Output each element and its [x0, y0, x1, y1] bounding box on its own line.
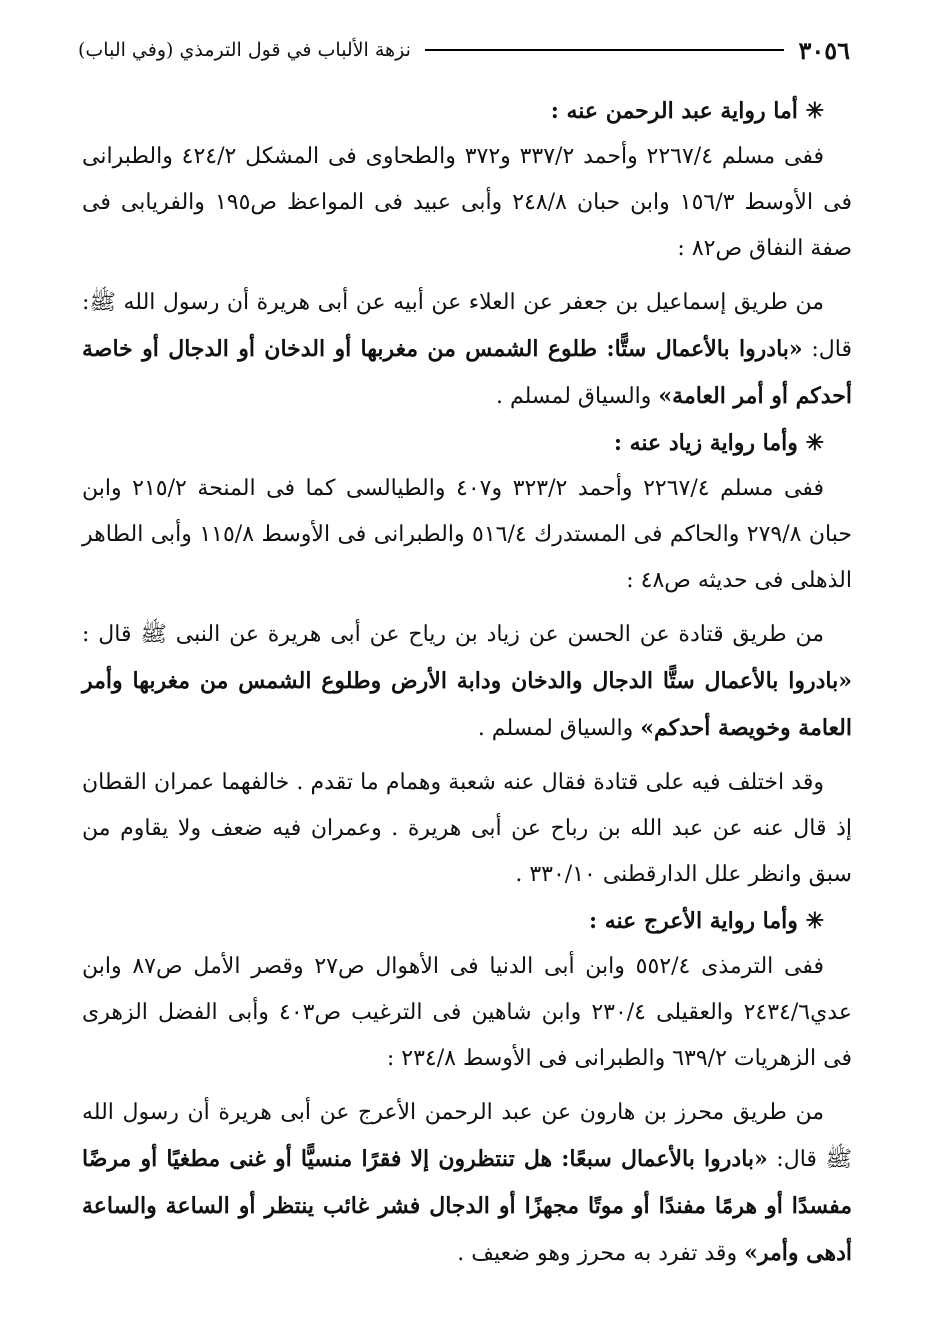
section-heading: ✳︎ وأما رواية الأعرج عنه : — [588, 908, 824, 934]
hadith-source-note: والسياق لمسلم . — [477, 716, 634, 741]
asterisk-icon: ✳︎ — [797, 430, 824, 456]
page-number: ٣٠٥٦ — [798, 35, 850, 65]
running-title: نزهة الألباب في قول الترمذي (وفي الباب) — [78, 39, 411, 61]
hadith-source-note: والسياق لمسلم . — [495, 384, 652, 409]
hadith-paragraph — [82, 280, 852, 420]
commentary-paragraph: وقد اختلف فيه على قتادة فقال عنه شعبة وهمام ما تقدم . خالفهما عمران القطان إذ قال عنه عن عبد الله بن رباح عن أبى هريرة . وعمران فيه ضعف ولا يقاوم من سبق وانظر علل الدارقطنى ٣٣٠/١٠ . — [82, 770, 852, 887]
references-paragraph: ففى مسلم ٢٢٦٧/٤ وأحمد ٣٢٣/٢ و٤٠٧ والطيالسى كما فى المنحة ٢١٥/٢ وابن حبان ٢٧٩/٨ والحاكم فى المستدرك ٥١٦/٤ والطبرانى فى الأوسط ١١٥/٨ وأبى الطاهر الذهلى فى حديثه ص٤٨ : — [82, 476, 852, 593]
header-rule — [425, 49, 785, 51]
qal-label: قال: — [776, 1147, 817, 1172]
hadith-paragraph — [82, 1090, 852, 1277]
hadith-text: «بادروا بالأعمال ستًّا الدجال والدخان ودابة الأرض وطلوع الشمس من مغربها وأمر العامة وخويصة أحدكم» — [82, 668, 852, 741]
references-paragraph: ففى مسلم ٢٢٦٧/٤ وأحمد ٣٣٧/٢ و٣٧٢ والطحاوى فى المشكل ٤٢٤/٢ والطبرانى فى الأوسط ١٥٦/٣ وابن حبان ٢٤٨/٨ وأبى عبيد فى المواعظ ص١٩٥ والفريابى فى صفة النفاق ص٨٢ : — [82, 144, 852, 261]
isnad-chain: من طريق قتادة عن الحسن عن زياد بن رياح عن أبى هريرة عن النبى ﷺ قال : — [82, 622, 824, 647]
hadith-paragraph — [82, 612, 852, 752]
hadith-source-note: وقد تفرد به محرز وهو ضعيف . — [457, 1241, 738, 1266]
qal-label: قال: — [811, 337, 852, 362]
hadith-text: «بادروا بالأعمال سبعًا: هل تنتظرون إلا فقرًا منسيًّا أو غنى مطغيًا أو مرضًا مفسدًا أو هرمًا مفندًا أو موتًا مجهزًا أو الدجال فشر غائب ينتظر أو الساعة والساعة أدهى وأمر» — [82, 1146, 852, 1266]
section-heading: ✳︎ أما رواية عبد الرحمن عنه : — [550, 98, 824, 124]
isnad-chain: من طريق إسماعيل بن جعفر عن العلاء عن أبيه عن أبى هريرة أن رسول الله ﷺ: — [82, 290, 824, 315]
hadith-text: «بادروا بالأعمال ستًّا: طلوع الشمس من مغربها أو الدخان أو الدجال أو خاصة أحدكم أو أمر العامة» — [82, 336, 852, 409]
page-body — [82, 88, 852, 1277]
references-paragraph: ففى الترمذى ٥٥٢/٤ وابن أبى الدنيا فى الأهوال ص٢٧ وقصر الأمل ص٨٧ وابن عدي٢٤٣٤/٦ والعقيلى ٢٣٠/٤ وابن شاهين فى الترغيب ص٤٠٣ وأبى الفضل الزهرى فى الزهريات ٦٣٩/٢ والطبرانى فى الأوسط ٢٣٤/٨ : — [82, 954, 852, 1071]
section-heading: ✳︎ وأما رواية زياد عنه : — [613, 430, 824, 456]
asterisk-icon: ✳︎ — [797, 98, 824, 124]
page-header — [78, 30, 850, 70]
isnad-chain: من طريق محرز بن هارون عن عبد الرحمن الأعرج عن أبى هريرة أن رسول الله ﷺ — [82, 1100, 853, 1172]
asterisk-icon: ✳︎ — [797, 908, 824, 934]
